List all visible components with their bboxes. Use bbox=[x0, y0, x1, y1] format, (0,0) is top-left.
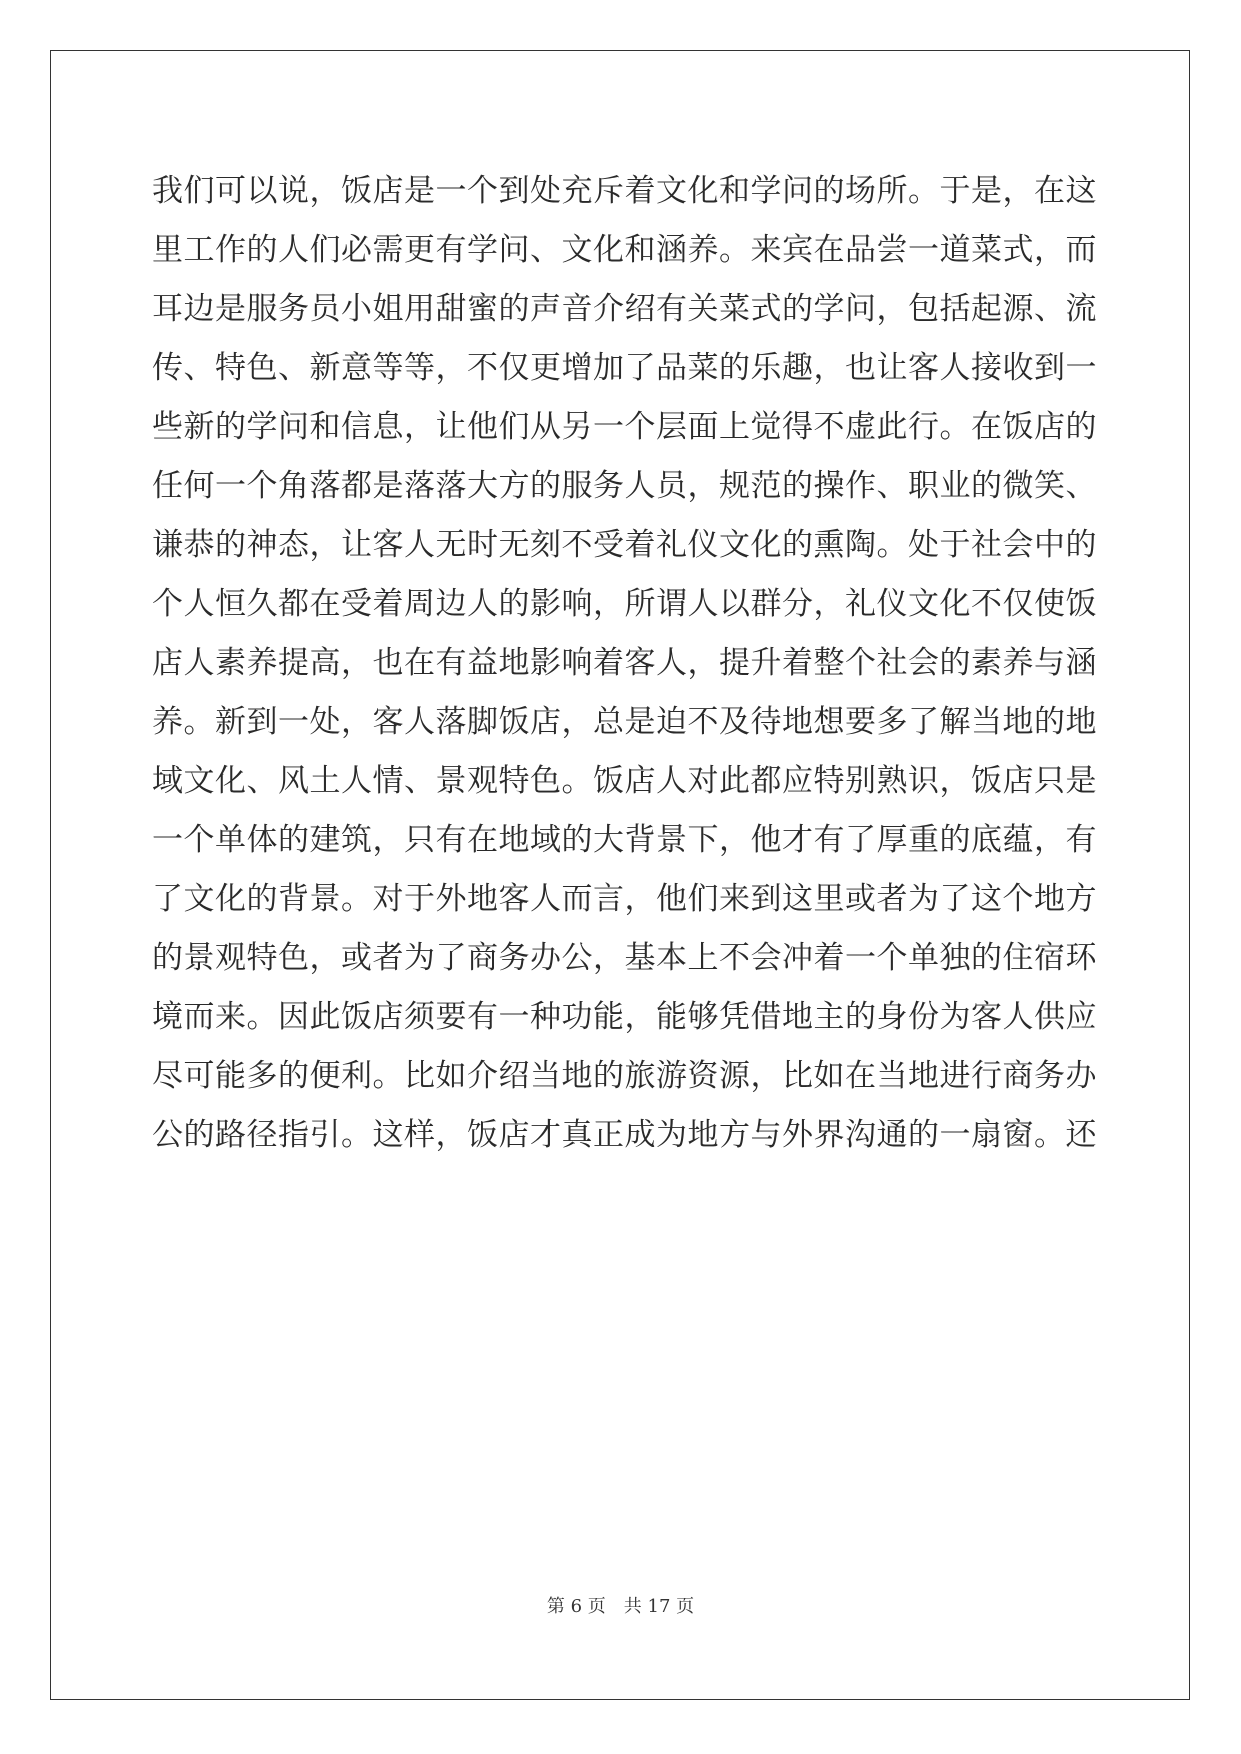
text-line: 任何一个角落都是落落大方的服务人员，规范的操作、职业的微笑、 bbox=[152, 468, 1097, 504]
text-line: 域文化、风土人情、景观特色。饭店人对此都应特别熟识，饭店只是 bbox=[152, 763, 1097, 799]
text-line: 谦恭的神态，让客人无时无刻不受着礼仪文化的熏陶。处于社会中的 bbox=[152, 527, 1097, 563]
text-line: 境而来。因此饭店须要有一种功能，能够凭借地主的身份为客人供应 bbox=[152, 999, 1097, 1035]
page-number-footer: 第 6 页 共 17 页 bbox=[546, 1596, 695, 1617]
text-line: 店人素养提高，也在有益地影响着客人，提升着整个社会的素养与涵 bbox=[152, 645, 1097, 681]
text-line: 耳边是服务员小姐用甜蜜的声音介绍有关菜式的学问，包括起源、流 bbox=[152, 291, 1097, 327]
text-line: 我们可以说，饭店是一个到处充斥着文化和学问的场所。于是，在这 bbox=[152, 173, 1097, 209]
text-line: 的景观特色，或者为了商务办公，基本上不会冲着一个单独的住宿环 bbox=[152, 940, 1097, 976]
text-line: 尽可能多的便利。比如介绍当地的旅游资源，比如在当地进行商务办 bbox=[152, 1058, 1097, 1094]
text-line: 养。新到一处，客人落脚饭店，总是迫不及待地想要多了解当地的地 bbox=[152, 704, 1097, 740]
text-line: 传、特色、新意等等，不仅更增加了品菜的乐趣，也让客人接收到一 bbox=[152, 350, 1097, 386]
document-body bbox=[152, 162, 1097, 1165]
text-line: 了文化的背景。对于外地客人而言，他们来到这里或者为了这个地方 bbox=[152, 881, 1097, 917]
text-line: 里工作的人们必需更有学问、文化和涵养。来宾在品尝一道菜式，而 bbox=[152, 232, 1097, 268]
text-line: 个人恒久都在受着周边人的影响，所谓人以群分，礼仪文化不仅使饭 bbox=[152, 586, 1097, 622]
text-line: 些新的学问和信息，让他们从另一个层面上觉得不虚此行。在饭店的 bbox=[152, 409, 1097, 445]
text-line: 公的路径指引。这样，饭店才真正成为地方与外界沟通的一扇窗。还 bbox=[152, 1117, 1097, 1153]
text-line: 一个单体的建筑，只有在地域的大背景下，他才有了厚重的底蕴，有 bbox=[152, 822, 1097, 858]
